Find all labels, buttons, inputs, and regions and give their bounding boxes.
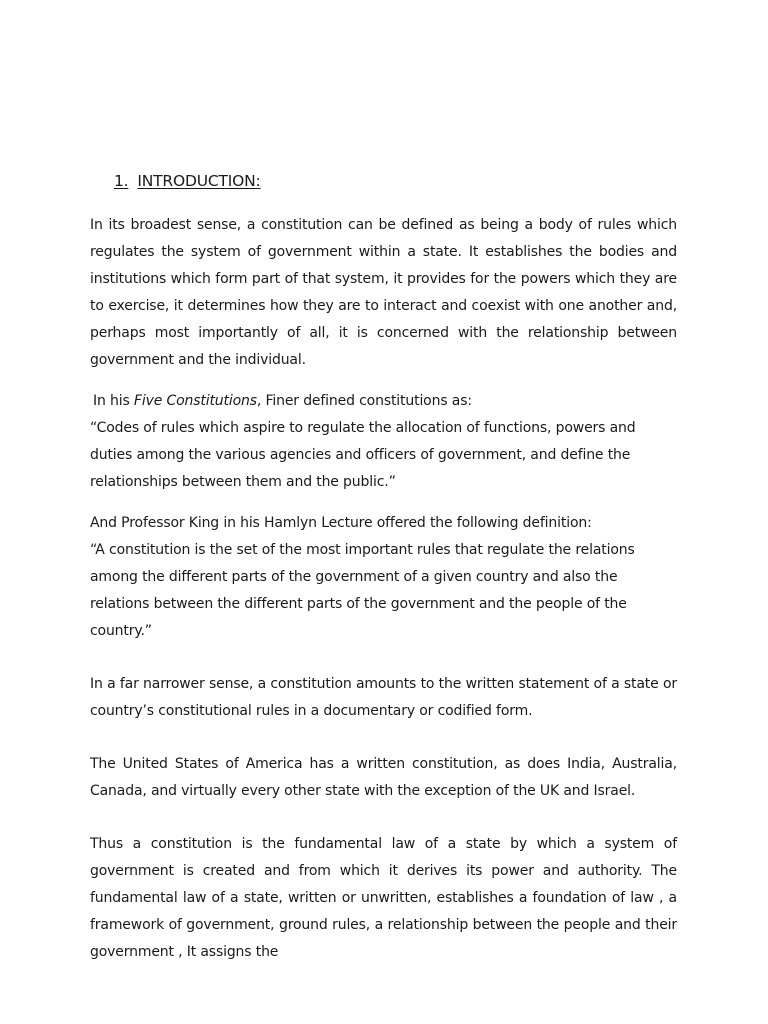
- paragraph-usa: The United States of America has a written constitution, as does India, Australia, Canada, and virtually every other state with the exception of the UK and Israel.: [90, 756, 677, 799]
- finer-book-title: Five Constitutions: [133, 393, 257, 409]
- section-title: INTRODUCTION: [137, 172, 256, 190]
- paragraph-broad-sense: In its broadest sense, a constitution can be defined as being a body of rules which regulates the system of government within a state. It establishes the bodies and institutions which form part of that system, it provides for the powers which they are to exercise, it determines how they are to interact and coexist with one another and, perhaps most importantly of all, it is concerned with the relationship between government and the individual.: [90, 217, 677, 368]
- paragraph-narrow-sense: In a far narrower sense, a constitution amounts to the written statement of a state or country’s constitutional rules in a documentary or codified form.: [90, 676, 677, 719]
- paragraph-finer-intro: [90, 388, 677, 415]
- section-number: 1.: [114, 172, 129, 190]
- finer-prefix: In his: [93, 393, 134, 409]
- paragraph-fundamental-law: Thus a constitution is the fundamental law of a state by which a system of government is created and from which it derives its power and authority. The fundamental law of a state, written or unwritten, establishes a foundation of law , a framework of government, ground rules, a relationship between the people and their government , It assigns the: [90, 836, 677, 960]
- paragraph-king-quote: “A constitution is the set of the most important rules that regulate the relations among the different parts of the government of a given country and also the relations between the different parts of the government and the people of the country.”: [90, 542, 635, 639]
- paragraph-king-intro: And Professor King in his Hamlyn Lecture offered the following definition:: [90, 515, 592, 531]
- section-heading: [114, 172, 677, 190]
- section-title-colon: :: [255, 172, 261, 190]
- document-page: [90, 172, 677, 966]
- finer-suffix: , Finer defined constitutions as:: [256, 393, 472, 409]
- paragraph-finer-quote: “Codes of rules which aspire to regulate the allocation of functions, powers and duties among the various agencies and officers of government, and define the relationships between them and the public.”: [90, 420, 636, 490]
